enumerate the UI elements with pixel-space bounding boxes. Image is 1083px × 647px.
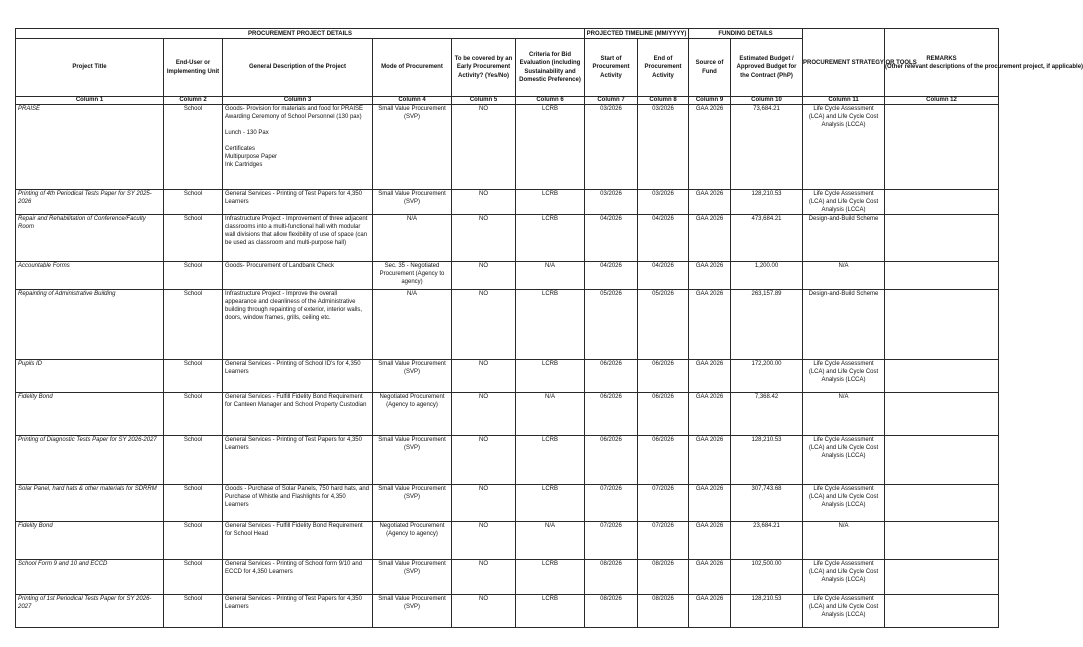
- cell-start-activity: 03/2026: [585, 190, 638, 215]
- cell-end-activity: 03/2026: [638, 105, 689, 190]
- cell-early-procurement: NO: [452, 560, 516, 595]
- cell-end-activity: 04/2026: [638, 215, 689, 262]
- cell-remarks: [885, 393, 999, 436]
- cell-estimated-budget: 73,684.21: [731, 105, 803, 190]
- cell-end-user: School: [164, 360, 223, 393]
- header-end-user: End-User or Implementing Unit: [164, 39, 223, 97]
- cell-start-activity: 04/2026: [585, 262, 638, 290]
- cell-criteria: N/A: [516, 262, 585, 290]
- cell-procurement-strategy: Life Cycle Assessment (LCA) and Life Cycle Cost Analysis (LCCA): [803, 105, 885, 190]
- cell-remarks: [885, 485, 999, 522]
- cell-early-procurement: NO: [452, 262, 516, 290]
- cell-start-activity: 05/2026: [585, 290, 638, 360]
- cell-project-title: Fidelity Bond: [16, 522, 164, 560]
- cell-estimated-budget: 23,684.21: [731, 522, 803, 560]
- column-number-row: [16, 97, 999, 105]
- cell-project-title: Solar Panel, hard hats & other materials for SDRRM: [16, 485, 164, 522]
- cell-end-activity: 04/2026: [638, 262, 689, 290]
- cell-estimated-budget: 473,684.21: [731, 215, 803, 262]
- cell-end-user: School: [164, 105, 223, 190]
- table-body: [16, 105, 999, 628]
- cell-start-activity: 04/2026: [585, 215, 638, 262]
- cell-project-title: Pupils ID: [16, 360, 164, 393]
- cell-criteria: LCRB: [516, 560, 585, 595]
- cell-end-user: School: [164, 215, 223, 262]
- cell-remarks: [885, 522, 999, 560]
- cell-end-activity: 06/2026: [638, 360, 689, 393]
- cell-start-activity: 08/2026: [585, 595, 638, 628]
- header-group-project-details: PROCUREMENT PROJECT DETAILS: [16, 29, 585, 39]
- cell-end-user: School: [164, 560, 223, 595]
- cell-early-procurement: NO: [452, 105, 516, 190]
- cell-project-title: Fidelity Bond: [16, 393, 164, 436]
- cell-mode-of-procurement: N/A: [373, 215, 452, 262]
- cell-mode-of-procurement: N/A: [373, 290, 452, 360]
- header-remarks: [885, 29, 1083, 97]
- cell-description: General Services - Printing of Test Papers for 4,350 Learners: [223, 190, 373, 215]
- cell-remarks: [885, 360, 999, 393]
- column-number: Column 4: [373, 97, 452, 105]
- table-row: [16, 485, 999, 522]
- cell-estimated-budget: 1,200.00: [731, 262, 803, 290]
- column-number: Column 2: [164, 97, 223, 105]
- cell-end-activity: 06/2026: [638, 436, 689, 485]
- cell-mode-of-procurement: Sec. 35 - Negotiated Procurement (Agency to agency): [373, 262, 452, 290]
- column-number: Column 10: [731, 97, 803, 105]
- cell-criteria: LCRB: [516, 485, 585, 522]
- cell-early-procurement: NO: [452, 290, 516, 360]
- column-number: Column 6: [516, 97, 585, 105]
- header-procurement-strategy: PROCUREMENT STRATEGY OR TOOLS: [803, 29, 885, 97]
- cell-remarks: [885, 290, 999, 360]
- cell-source-of-fund: GAA 2026: [689, 262, 731, 290]
- cell-source-of-fund: GAA 2026: [689, 290, 731, 360]
- header-description: General Description of the Project: [223, 39, 373, 97]
- cell-remarks: [885, 595, 999, 628]
- cell-start-activity: 06/2026: [585, 436, 638, 485]
- cell-description: General Services - Printing of Test Papers for 4,350 Learners: [223, 595, 373, 628]
- header-estimated-budget: Estimated Budget / Approved Budget for the Contract (PhP): [731, 39, 803, 97]
- cell-criteria: LCRB: [516, 595, 585, 628]
- header-early-procurement: To be covered by an Early Procurement Activity? (Yes/No): [452, 39, 516, 97]
- header-group-row: [16, 29, 999, 39]
- cell-end-activity: 03/2026: [638, 190, 689, 215]
- cell-end-user: School: [164, 290, 223, 360]
- cell-procurement-strategy: Life Cycle Assessment (LCA) and Life Cycle Cost Analysis (LCCA): [803, 560, 885, 595]
- cell-start-activity: 06/2026: [585, 393, 638, 436]
- table-row: [16, 560, 999, 595]
- cell-procurement-strategy: Design-and-Build Scheme: [803, 290, 885, 360]
- table-row: [16, 105, 999, 190]
- cell-early-procurement: NO: [452, 485, 516, 522]
- cell-source-of-fund: GAA 2026: [689, 485, 731, 522]
- cell-early-procurement: NO: [452, 522, 516, 560]
- cell-source-of-fund: GAA 2026: [689, 436, 731, 485]
- cell-procurement-strategy: N/A: [803, 262, 885, 290]
- cell-criteria: LCRB: [516, 190, 585, 215]
- table-row: [16, 522, 999, 560]
- header-start-activity: Start of Procurement Activity: [585, 39, 638, 97]
- cell-end-user: School: [164, 522, 223, 560]
- cell-description: General Services - Fulfill Fidelity Bond Requirement for School Head: [223, 522, 373, 560]
- cell-remarks: [885, 436, 999, 485]
- cell-procurement-strategy: Life Cycle Assessment (LCA) and Life Cycle Cost Analysis (LCCA): [803, 595, 885, 628]
- cell-estimated-budget: 172,200.00: [731, 360, 803, 393]
- cell-estimated-budget: 128,210.53: [731, 436, 803, 485]
- cell-early-procurement: NO: [452, 190, 516, 215]
- cell-end-user: School: [164, 595, 223, 628]
- column-number: Column 9: [689, 97, 731, 105]
- cell-description: General Services - Printing of School form 9/10 and ECCD for 4,350 Learners: [223, 560, 373, 595]
- header-criteria: Criteria for Bid Evaluation (including Sustainability and Domestic Preference): [516, 39, 585, 97]
- cell-end-user: School: [164, 393, 223, 436]
- cell-remarks: [885, 560, 999, 595]
- cell-project-title: Printing of Diagnostic Tests Paper for SY 2026-2027: [16, 436, 164, 485]
- cell-estimated-budget: 307,743.68: [731, 485, 803, 522]
- header-source-of-fund: Source of Fund: [689, 39, 731, 97]
- cell-project-title: Repair and Rehabilitation of Conference/Faculty Room: [16, 215, 164, 262]
- cell-description: Goods- Provision for materials and food for PRAISE Awarding Ceremony of School Personnel (130 pax) Lunch - 130 Pax Certificates Multipurpose Paper Ink Cartridges: [223, 105, 373, 190]
- header-group-funding: FUNDING DETAILS: [689, 29, 803, 39]
- column-number: Column 3: [223, 97, 373, 105]
- cell-end-activity: 07/2026: [638, 522, 689, 560]
- cell-mode-of-procurement: Small Value Procurement (SVP): [373, 436, 452, 485]
- table-row: [16, 290, 999, 360]
- cell-estimated-budget: 128,210.53: [731, 595, 803, 628]
- cell-project-title: Repainting of Administrative Building: [16, 290, 164, 360]
- cell-source-of-fund: GAA 2026: [689, 190, 731, 215]
- cell-end-activity: 07/2026: [638, 485, 689, 522]
- cell-mode-of-procurement: Small Value Procurement (SVP): [373, 560, 452, 595]
- cell-end-activity: 05/2026: [638, 290, 689, 360]
- cell-description: General Services - Printing of School ID's for 4,350 Learners: [223, 360, 373, 393]
- cell-procurement-strategy: Life Cycle Assessment (LCA) and Life Cycle Cost Analysis (LCCA): [803, 485, 885, 522]
- column-number: Column 1: [16, 97, 164, 105]
- cell-remarks: [885, 215, 999, 262]
- cell-source-of-fund: GAA 2026: [689, 105, 731, 190]
- cell-project-title: Accountable Forms: [16, 262, 164, 290]
- cell-criteria: N/A: [516, 393, 585, 436]
- cell-source-of-fund: GAA 2026: [689, 360, 731, 393]
- cell-end-activity: 08/2026: [638, 560, 689, 595]
- table-row: [16, 393, 999, 436]
- cell-early-procurement: NO: [452, 360, 516, 393]
- cell-procurement-strategy: N/A: [803, 522, 885, 560]
- cell-source-of-fund: GAA 2026: [689, 393, 731, 436]
- table-row: [16, 595, 999, 628]
- table-header: [16, 29, 1083, 105]
- header-remarks-title: REMARKS: [926, 55, 957, 62]
- cell-source-of-fund: GAA 2026: [689, 215, 731, 262]
- table-row: [16, 190, 999, 215]
- cell-criteria: LCRB: [516, 436, 585, 485]
- cell-procurement-strategy: Life Cycle Assessment (LCA) and Life Cycle Cost Analysis (LCCA): [803, 360, 885, 393]
- header-mode-of-procurement: Mode of Procurement: [373, 39, 452, 97]
- cell-end-user: School: [164, 436, 223, 485]
- cell-remarks: [885, 262, 999, 290]
- cell-procurement-strategy: N/A: [803, 393, 885, 436]
- cell-project-title: Printing of 4th Periodical Tests Paper for SY 2025-2026: [16, 190, 164, 215]
- cell-criteria: LCRB: [516, 290, 585, 360]
- cell-project-title: School Form 9 and 10 and ECCD: [16, 560, 164, 595]
- cell-end-user: School: [164, 262, 223, 290]
- cell-start-activity: 07/2026: [585, 485, 638, 522]
- cell-remarks: [885, 105, 999, 190]
- header-project-title: Project Title: [16, 39, 164, 97]
- cell-source-of-fund: GAA 2026: [689, 522, 731, 560]
- header-group-timeline: PROJECTED TIMELINE (MM/YYYY): [585, 29, 689, 39]
- cell-mode-of-procurement: Negotiated Procurement (Agency to agency): [373, 393, 452, 436]
- cell-start-activity: 03/2026: [585, 105, 638, 190]
- cell-estimated-budget: 128,210.53: [731, 190, 803, 215]
- cell-procurement-strategy: Life Cycle Assessment (LCA) and Life Cycle Cost Analysis (LCCA): [803, 190, 885, 215]
- cell-start-activity: 07/2026: [585, 522, 638, 560]
- table-row: [16, 436, 999, 485]
- cell-estimated-budget: 7,368.42: [731, 393, 803, 436]
- cell-mode-of-procurement: Small Value Procurement (SVP): [373, 595, 452, 628]
- table-row: [16, 262, 999, 290]
- cell-early-procurement: NO: [452, 436, 516, 485]
- header-end-activity: End of Procurement Activity: [638, 39, 689, 97]
- column-number: Column 12: [885, 97, 999, 105]
- cell-project-title: PRAISE: [16, 105, 164, 190]
- column-number: Column 11: [803, 97, 885, 105]
- cell-mode-of-procurement: Negotiated Procurement (Agency to agency): [373, 522, 452, 560]
- cell-mode-of-procurement: Small Value Procurement (SVP): [373, 190, 452, 215]
- cell-estimated-budget: 263,157.89: [731, 290, 803, 360]
- cell-project-title: Printing of 1st Periodical Tests Paper for SY 2026-2027: [16, 595, 164, 628]
- cell-criteria: LCRB: [516, 215, 585, 262]
- cell-start-activity: 06/2026: [585, 360, 638, 393]
- cell-end-user: School: [164, 190, 223, 215]
- cell-remarks: [885, 190, 999, 215]
- column-number: Column 7: [585, 97, 638, 105]
- cell-mode-of-procurement: Small Value Procurement (SVP): [373, 485, 452, 522]
- cell-source-of-fund: GAA 2026: [689, 595, 731, 628]
- cell-criteria: N/A: [516, 522, 585, 560]
- cell-description: Goods- Procurement of Landbank Check: [223, 262, 373, 290]
- cell-procurement-strategy: Life Cycle Assessment (LCA) and Life Cycle Cost Analysis (LCCA): [803, 436, 885, 485]
- cell-description: Goods - Purchase of Solar Panels, 750 hard hats, and Purchase of Whistle and Flashlights for 4,350 Learners: [223, 485, 373, 522]
- cell-start-activity: 08/2026: [585, 560, 638, 595]
- cell-mode-of-procurement: Small Value Procurement (SVP): [373, 360, 452, 393]
- cell-end-activity: 08/2026: [638, 595, 689, 628]
- cell-end-user: School: [164, 485, 223, 522]
- cell-mode-of-procurement: Small Value Procurement (SVP): [373, 105, 452, 190]
- cell-description: Infrastructure Project - Improvement of three adjacent classrooms into a multi-functional hall with modular wall divisions that allow flexibility of use of space (can be used as classroom and multi-purpose hall): [223, 215, 373, 262]
- column-number: Column 5: [452, 97, 516, 105]
- cell-early-procurement: NO: [452, 393, 516, 436]
- table-row: [16, 215, 999, 262]
- cell-early-procurement: NO: [452, 595, 516, 628]
- header-remarks-subtitle: (Other relevant descriptions of the procurement project, if applicable): [885, 63, 1083, 70]
- table-row: [16, 360, 999, 393]
- cell-description: General Services - Fulfill Fidelity Bond Requirement for Canteen Manager and School Property Custodian: [223, 393, 373, 436]
- cell-end-activity: 06/2026: [638, 393, 689, 436]
- cell-early-procurement: NO: [452, 215, 516, 262]
- cell-procurement-strategy: Design-and-Build Scheme: [803, 215, 885, 262]
- cell-criteria: LCRB: [516, 105, 585, 190]
- cell-source-of-fund: GAA 2026: [689, 560, 731, 595]
- cell-criteria: LCRB: [516, 360, 585, 393]
- column-number: Column 8: [638, 97, 689, 105]
- procurement-plan-table: [15, 28, 1083, 628]
- cell-description: Infrastructure Project - Improve the overall appearance and cleanliness of the Administrative building through repainting of exterior, interior walls, doors, window frames, grills, ceiling etc.: [223, 290, 373, 360]
- cell-estimated-budget: 102,500.00: [731, 560, 803, 595]
- cell-description: General Services - Printing of Test Papers for 4,350 Learners: [223, 436, 373, 485]
